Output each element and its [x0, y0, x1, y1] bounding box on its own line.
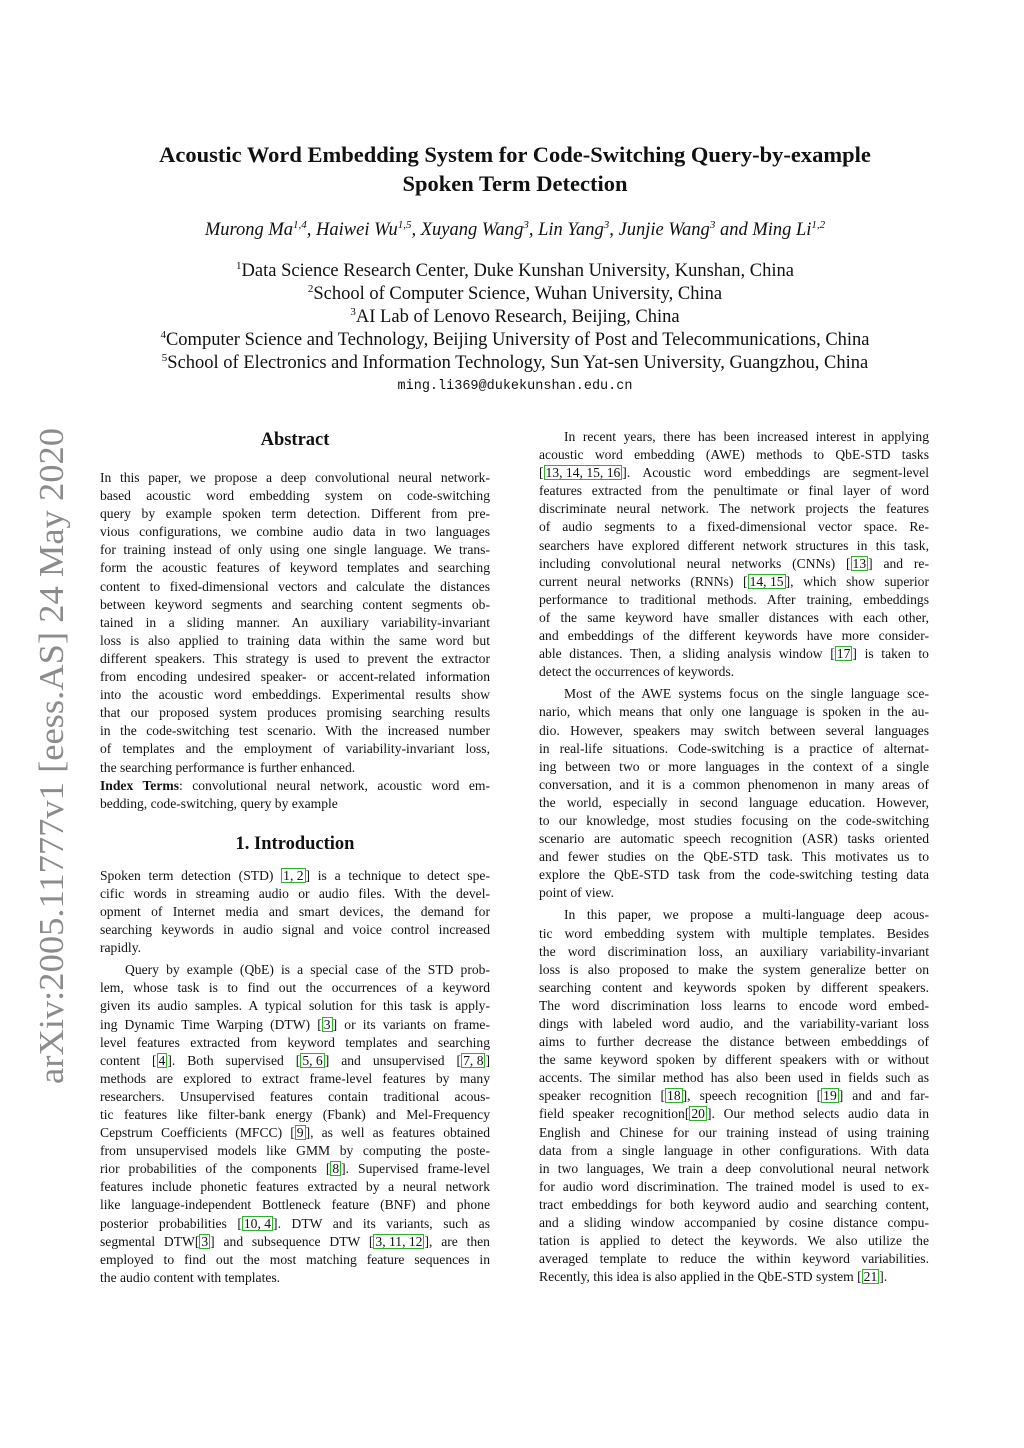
text-line: searching content and keywords spoken by different speakers.	[539, 979, 929, 995]
text-line: aims to further decrease the distance between embeddings of	[539, 1034, 929, 1050]
text-line	[539, 645, 929, 663]
abstract-paragraph	[100, 469, 490, 777]
text-line: researchers. Unsupervised features contain traditional acous-	[100, 1088, 490, 1104]
text-fragment: field speaker recognition[	[539, 1106, 690, 1122]
author-separator: ,	[306, 220, 317, 240]
title-line: Acoustic Word Embedding System for Code-Switching Query-by-example	[159, 142, 871, 167]
index-terms-label: Index Terms	[100, 777, 179, 793]
text-fragment: including convolutional neural networks (CNNs) [	[539, 555, 851, 571]
text-line: between keyword segments and searching content segments ob-	[100, 596, 490, 612]
text-fragment: ], speech recognition [	[682, 1088, 822, 1104]
text-line: content to fixed-dimensional vectors and calculate the distances	[100, 578, 490, 594]
text-line	[100, 1215, 490, 1233]
text-line: performance to traditional methods. After training, embeddings	[539, 591, 929, 607]
citation-link[interactable]: 21	[863, 1269, 878, 1285]
text-line	[100, 1233, 490, 1251]
citation-link[interactable]: 3, 11, 12	[375, 1233, 423, 1249]
text-line: cific words in streaming audio or audio files. With the devel-	[100, 885, 490, 901]
citation-link[interactable]: 10, 4	[243, 1215, 272, 1231]
text-line: English and Chinese for our training instead of using training	[539, 1124, 929, 1140]
citation-link[interactable]: 9	[296, 1125, 304, 1141]
author-affiliation-mark: 3	[709, 219, 716, 231]
text-line: searchers have explored different network structures in this task,	[539, 537, 929, 553]
index-terms-line	[100, 777, 490, 795]
intro-paragraph-4	[539, 685, 929, 902]
text-line: tained in a sliding manner. An auxiliary variability-invariant	[100, 614, 490, 630]
right-column	[539, 428, 929, 1286]
affiliation-number: 5	[161, 352, 168, 364]
text-line: loss is also applied to training data within the same word but	[100, 632, 490, 648]
intro-paragraph-3	[539, 428, 929, 681]
affiliation-list	[100, 260, 930, 375]
text-line: in the code-switching test scenario. With the increased number	[100, 723, 490, 739]
citation-link[interactable]: 3	[201, 1233, 209, 1249]
text-line	[539, 555, 929, 573]
contact-email: ming.li369@dukekunshan.edu.cn	[397, 379, 633, 394]
arxiv-stamp-svg	[30, 426, 70, 1086]
affiliation-text: School of Electronics and Information Technology, Sun Yat-sen University, Guangzhou, China	[167, 353, 869, 373]
text-fragment: ], which show superior	[785, 573, 929, 589]
text-line	[539, 464, 929, 482]
text-fragment: content [	[100, 1052, 157, 1068]
affiliation-text: AI Lab of Lenovo Research, Beijing, China	[355, 307, 680, 327]
text-fragment: ], as well as features obtained	[305, 1125, 491, 1141]
arxiv-id-text: arXiv:2005.11777v1 [eess.AS] 24 May 2020	[33, 464, 70, 1084]
text-line: vious configurations, we combine audio data in two languages	[100, 524, 490, 540]
intro-paragraph-2	[100, 961, 490, 1287]
text-fragment: ], are then	[424, 1233, 490, 1249]
affiliation	[100, 306, 930, 329]
text-line: In recent years, there has been increased interest in applying	[564, 429, 929, 444]
citation-link[interactable]: 19	[823, 1088, 837, 1104]
text-line: for training instead of only using one single language. We trans-	[100, 542, 490, 558]
text-line: employed to find out the most matching feature sequences in	[100, 1251, 490, 1267]
text-line: query by example spoken term detection. Different from pre-	[100, 506, 490, 522]
affiliation-number: 3	[350, 306, 356, 318]
author-name: Ming Li	[752, 220, 812, 240]
text-fragment: ing Dynamic Time Warping (DTW) [	[100, 1016, 322, 1032]
text-fragment: ] and and far-	[838, 1088, 929, 1104]
text-fragment: posterior probabilities [	[100, 1215, 242, 1231]
author-name: Haiwei Wu	[316, 220, 398, 240]
introduction-heading: 1. Introduction	[235, 833, 355, 854]
citation-link[interactable]: 17	[836, 646, 851, 662]
text-line: ing between two or more languages in the context of a single	[539, 758, 929, 774]
text-line: different speakers. This strategy is used to prevent the extractor	[100, 650, 490, 666]
citation-link[interactable]: 13	[852, 555, 867, 571]
text-line: dings with labeled word audio, and the variability-variant loss	[539, 1016, 929, 1031]
text-line: tic word embedding system with multiple templates. Besides	[539, 925, 929, 941]
author-name: Xuyang Wang	[420, 220, 524, 240]
text-fragment: Cepstrum Coefficients (MFCC) [	[100, 1125, 295, 1141]
author-name: Murong Ma	[204, 220, 294, 240]
text-line: given its audio samples. A typical solution for this task is apply-	[100, 998, 490, 1014]
text-fragment: ] or its variants on frame-	[332, 1016, 490, 1032]
text-line: the same keyword spoken by different speakers with or without	[539, 1052, 929, 1068]
text-fragment: ]	[485, 1052, 491, 1068]
text-line	[539, 1087, 929, 1105]
text-line: of templates and the employment of variability-invariant loss,	[100, 741, 490, 757]
text-line: In this paper, we propose a deep convolutional neural network-	[100, 470, 490, 485]
citation-link[interactable]: 8	[332, 1161, 340, 1177]
text-line	[100, 867, 490, 885]
text-line: Query by example (QbE) is a special case of the STD prob-	[125, 962, 490, 978]
citation-link[interactable]: 14, 15	[749, 573, 784, 589]
text-line: tation is applied to detect the keywords. We also utilize the	[539, 1233, 929, 1249]
author-separator: and	[715, 220, 753, 240]
text-line: Most of the AWE systems focus on the single language sce-	[564, 686, 929, 702]
text-line: tic features like filter-bank energy (Fbank) and Mel-Frequency	[100, 1107, 490, 1122]
author-affiliation-mark: 1,4	[293, 219, 307, 231]
citation-link[interactable]: 20	[691, 1106, 705, 1122]
text-fragment: current neural networks (RNNs) [	[539, 573, 748, 589]
left-column	[100, 428, 490, 1287]
text-line: like language-independent Bottleneck feature (BNF) and phone	[100, 1197, 490, 1213]
text-line: dio. However, speakers may switch between several languages	[539, 722, 929, 738]
text-fragment: segmental DTW[	[100, 1233, 200, 1249]
text-fragment: rior probabilities of the components [	[100, 1161, 331, 1177]
text-line: of audio segments to a fixed-dimensional vector space. Re-	[539, 519, 929, 535]
citation-link[interactable]: 7, 8	[463, 1052, 484, 1068]
author-separator: ,	[411, 220, 421, 240]
author-separator: ,	[528, 220, 539, 240]
intro-paragraph-5	[539, 906, 929, 1286]
text-line: lem, whose task is to find out the occurrences of a keyword	[100, 980, 490, 996]
text-line: the searching performance is further enhanced.	[100, 759, 356, 775]
text-line: the audio content with templates.	[100, 1269, 281, 1285]
text-line: conversation, and it is a common phenomenon in many areas of	[539, 776, 929, 792]
text-line	[539, 573, 929, 591]
text-line	[100, 1124, 490, 1142]
text-line	[100, 1160, 490, 1178]
text-line: searching keywords in audio signal and voice control increased	[100, 922, 490, 938]
text-fragment: ]. Supervised frame-level	[341, 1161, 490, 1177]
arxiv-identifier-stamp	[30, 426, 70, 1086]
citation-link[interactable]: 3	[323, 1016, 331, 1032]
index-terms	[100, 777, 490, 813]
text-line: that our proposed system produces promising searching results	[100, 705, 490, 721]
text-line: based acoustic word embedding system on code-switching	[100, 488, 490, 504]
text-fragment: ] and unsupervised [	[324, 1052, 462, 1068]
citation-link[interactable]: 18	[667, 1088, 681, 1104]
text-line	[539, 1105, 929, 1123]
text-fragment: speaker recognition [	[539, 1088, 666, 1104]
author-separator: ,	[609, 220, 619, 240]
text-line: of the same keyword have smaller distances with each other,	[539, 609, 929, 625]
author-affiliation-mark: 1,5	[397, 219, 412, 231]
affiliation-text: School of Computer Science, Wuhan University, China	[313, 284, 723, 304]
author-affiliation-mark: 1,2	[811, 219, 826, 231]
affiliation-number: 4	[160, 329, 166, 341]
author-name: Junjie Wang	[618, 220, 710, 240]
citation-link[interactable]: 5, 6	[302, 1052, 323, 1068]
text-line: explore the QbE-STD task from the code-switching testing data	[539, 867, 929, 883]
affiliation	[100, 329, 930, 352]
affiliation	[100, 260, 930, 283]
text-line: in two languages, We train a deep convolutional neural network	[539, 1160, 929, 1176]
text-line: and embeddings of the different keywords have more consider-	[539, 628, 929, 644]
text-line: the world, especially in second language education. However,	[539, 794, 929, 810]
author-affiliation-mark: 3	[603, 219, 610, 231]
text-line: features extracted from the penultimate or final layer of word	[539, 483, 929, 499]
text-line: form the acoustic features of keyword templates and searching	[100, 560, 490, 576]
text-line: averaged template to reduce the within keyword variabilities.	[539, 1251, 929, 1267]
text-line: the word discrimination loss, an auxiliary variability-invariant	[539, 943, 929, 959]
text-line	[539, 1268, 929, 1286]
text-line: accents. The similar method has also been used in fields such as	[539, 1070, 929, 1086]
author-list	[100, 217, 930, 243]
text-line: for audio word discrimination. The trained model is used to ex-	[539, 1178, 929, 1194]
paper-title	[100, 140, 930, 198]
text-line: detect the occurrences of keywords.	[539, 664, 735, 680]
index-terms-text: : convolutional neural network, acoustic word em-	[179, 777, 490, 793]
text-line: The word discrimination loss learns to encode word embed-	[539, 997, 929, 1013]
text-line: scenario are automatic speech recognition (ASR) tasks oriented	[539, 831, 929, 847]
affiliation	[100, 283, 930, 306]
affiliation	[100, 352, 930, 375]
text-line: methods are explored to extract frame-level features by many	[100, 1070, 490, 1086]
text-line: into the acoustic word embeddings. Experimental results show	[100, 687, 490, 703]
text-line: point of view.	[539, 885, 615, 901]
text-line: level features extracted from keyword templates and searching	[100, 1034, 490, 1050]
text-fragment: ] and re-	[868, 555, 929, 571]
index-terms-line: bedding, code-switching, query by example	[100, 795, 338, 811]
text-line: rapidly.	[100, 940, 142, 956]
text-line: In this paper, we propose a multi-language deep acous-	[564, 907, 929, 923]
author-affiliation-mark: 3	[523, 219, 529, 231]
text-fragment: ] and subsequence DTW [	[210, 1233, 374, 1249]
text-line: loss is also proposed to make the system generalize better on	[539, 961, 929, 977]
title-line: Spoken Term Detection	[402, 171, 628, 196]
text-line: nario, which means that only one language is spoken in the au-	[539, 704, 929, 720]
author-name: Lin Yang	[538, 220, 604, 240]
text-line	[100, 1052, 490, 1070]
text-line: opment of Internet media and smart devices, the demand for	[100, 903, 490, 919]
text-line: acoustic word embedding (AWE) methods to QbE-STD tasks	[539, 447, 929, 463]
citation-link[interactable]: 1, 2	[283, 867, 304, 883]
text-line: features include phonetic features extracted by a neural network	[100, 1179, 490, 1195]
text-fragment: ]. Our method selects audio data in	[706, 1106, 929, 1122]
text-line: in real-life situations. Code-switching is a practice of alternat-	[539, 740, 929, 756]
text-fragment: ].	[879, 1269, 888, 1285]
text-fragment: Spoken term detection (STD)	[100, 867, 282, 883]
affiliation-text: Data Science Research Center, Duke Kunshan University, Kunshan, China	[241, 261, 794, 281]
text-fragment: ]. Acoustic word embeddings are segment-level	[622, 465, 929, 481]
text-fragment: able distances. Then, a sliding analysis window [	[539, 646, 835, 662]
text-fragment: ] is a technique to detect spe-	[305, 867, 490, 883]
text-line: from encoding undesired speaker- or accent-related information	[100, 669, 490, 685]
affiliation-number: 2	[307, 283, 314, 295]
affiliation-number: 1	[236, 260, 242, 272]
text-line	[100, 1016, 490, 1034]
text-line: discriminate neural network. The network projects the features	[539, 501, 929, 517]
text-fragment: ]. DTW and its variants, such as	[273, 1215, 490, 1231]
text-line: and fewer studies on the QbE-STD task. This motivates us to	[539, 849, 929, 865]
intro-paragraph-1	[100, 867, 490, 957]
affiliation-text: Computer Science and Technology, Beijing University of Post and Telecommunications, China	[165, 330, 870, 350]
abstract-heading: Abstract	[260, 430, 330, 450]
text-line: from unsupervised models like GMM by computing the poste-	[100, 1143, 490, 1159]
text-line: and a sliding window accompanied by cosine distance compu-	[539, 1215, 929, 1231]
citation-link[interactable]: 4	[158, 1052, 166, 1068]
text-line: tract embeddings for both keyword audio and searching content,	[539, 1196, 929, 1212]
text-fragment: ]. Both supervised [	[167, 1052, 301, 1068]
citation-link[interactable]: 13, 14, 15, 16	[545, 465, 621, 481]
text-fragment: Recently, this idea is also applied in the QbE-STD system [	[539, 1269, 862, 1285]
text-fragment: ] is taken to	[852, 646, 929, 662]
text-line: data from a single language in other configurations. With data	[539, 1142, 929, 1158]
text-fragment: [	[539, 465, 544, 481]
text-line: to our knowledge, most studies focusing on the code-switching	[539, 812, 929, 828]
